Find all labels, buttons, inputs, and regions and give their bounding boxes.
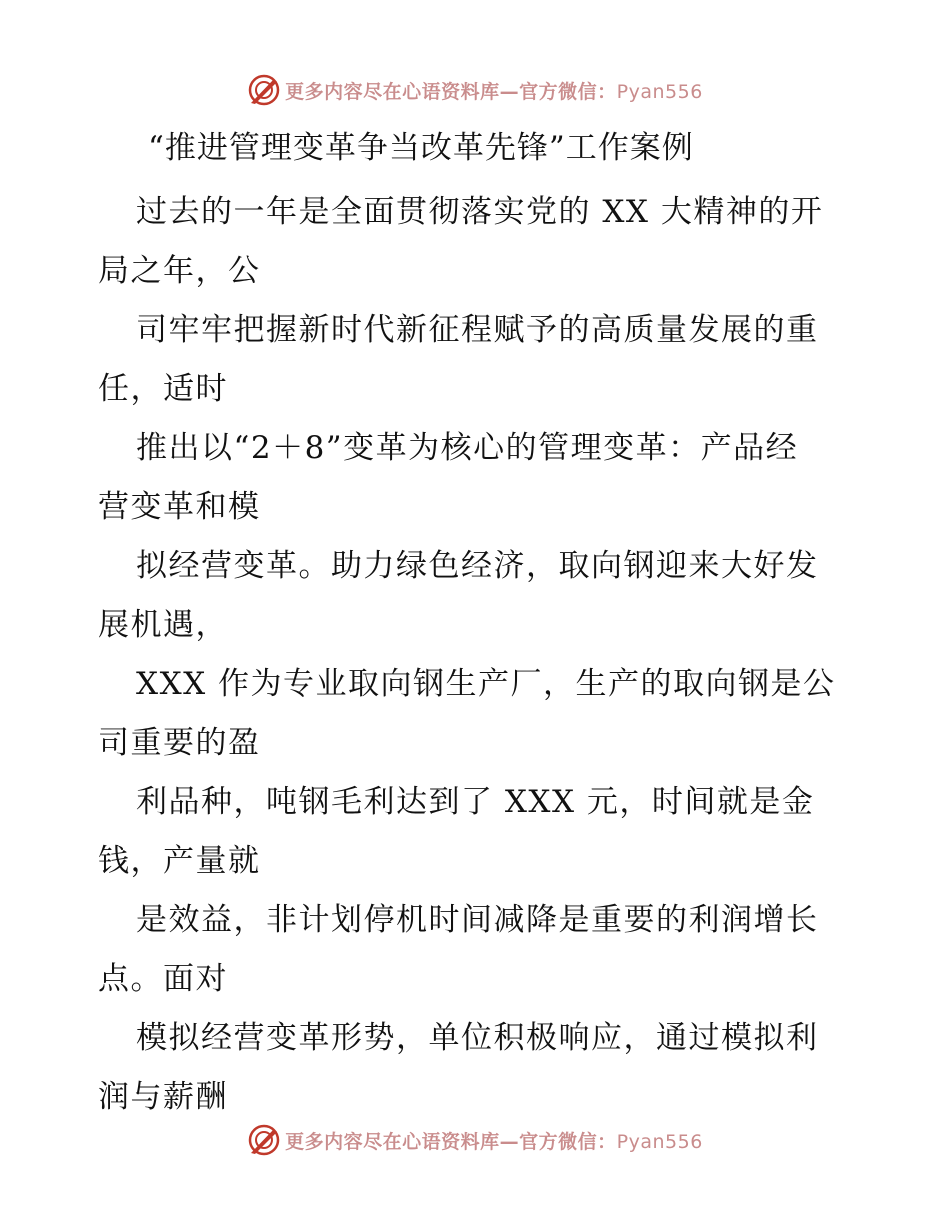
paragraph: 模拟经营变革形势，单位积极响应，通过模拟利 润与薪酬 — [98, 1020, 819, 1115]
paragraph: 过去的一年是全面贯彻落实党的 XX 大精神的开 局之年，公 — [98, 194, 824, 289]
watermark-text: 更多内容尽在心语资料库—官方微信：Pyan556 — [285, 1130, 703, 1153]
paragraph: 是效益，非计划停机时间减降是重要的利润增长 点。面对 — [98, 902, 819, 997]
header-watermark-banner — [0, 72, 950, 108]
quill-logo-icon — [247, 1123, 281, 1157]
watermark-text: 更多内容尽在心语资料库—官方微信：Pyan556 — [285, 80, 703, 103]
paragraph: XXX 作为专业取向钢生产厂，生产的取向钢是公 司重要的盈 — [98, 666, 836, 761]
paragraph: 司牢牢把握新时代新征程赋予的高质量发展的重 任，适时 — [98, 312, 819, 407]
document-title: “推进管理变革争当改革先锋”工作案例 — [148, 130, 694, 166]
document-body — [98, 183, 858, 1127]
paragraph: 推出以“2＋8”变革为核心的管理变革：产品经 营变革和模 — [98, 430, 799, 525]
paragraph: 拟经营变革。助力绿色经济，取向钢迎来大好发 展机遇， — [98, 548, 819, 643]
footer-watermark-banner — [0, 1122, 950, 1158]
paragraph: 利品种，吨钢毛利达到了 XXX 元，时间就是金 钱，产量就 — [98, 784, 815, 879]
quill-logo-icon — [247, 73, 281, 107]
